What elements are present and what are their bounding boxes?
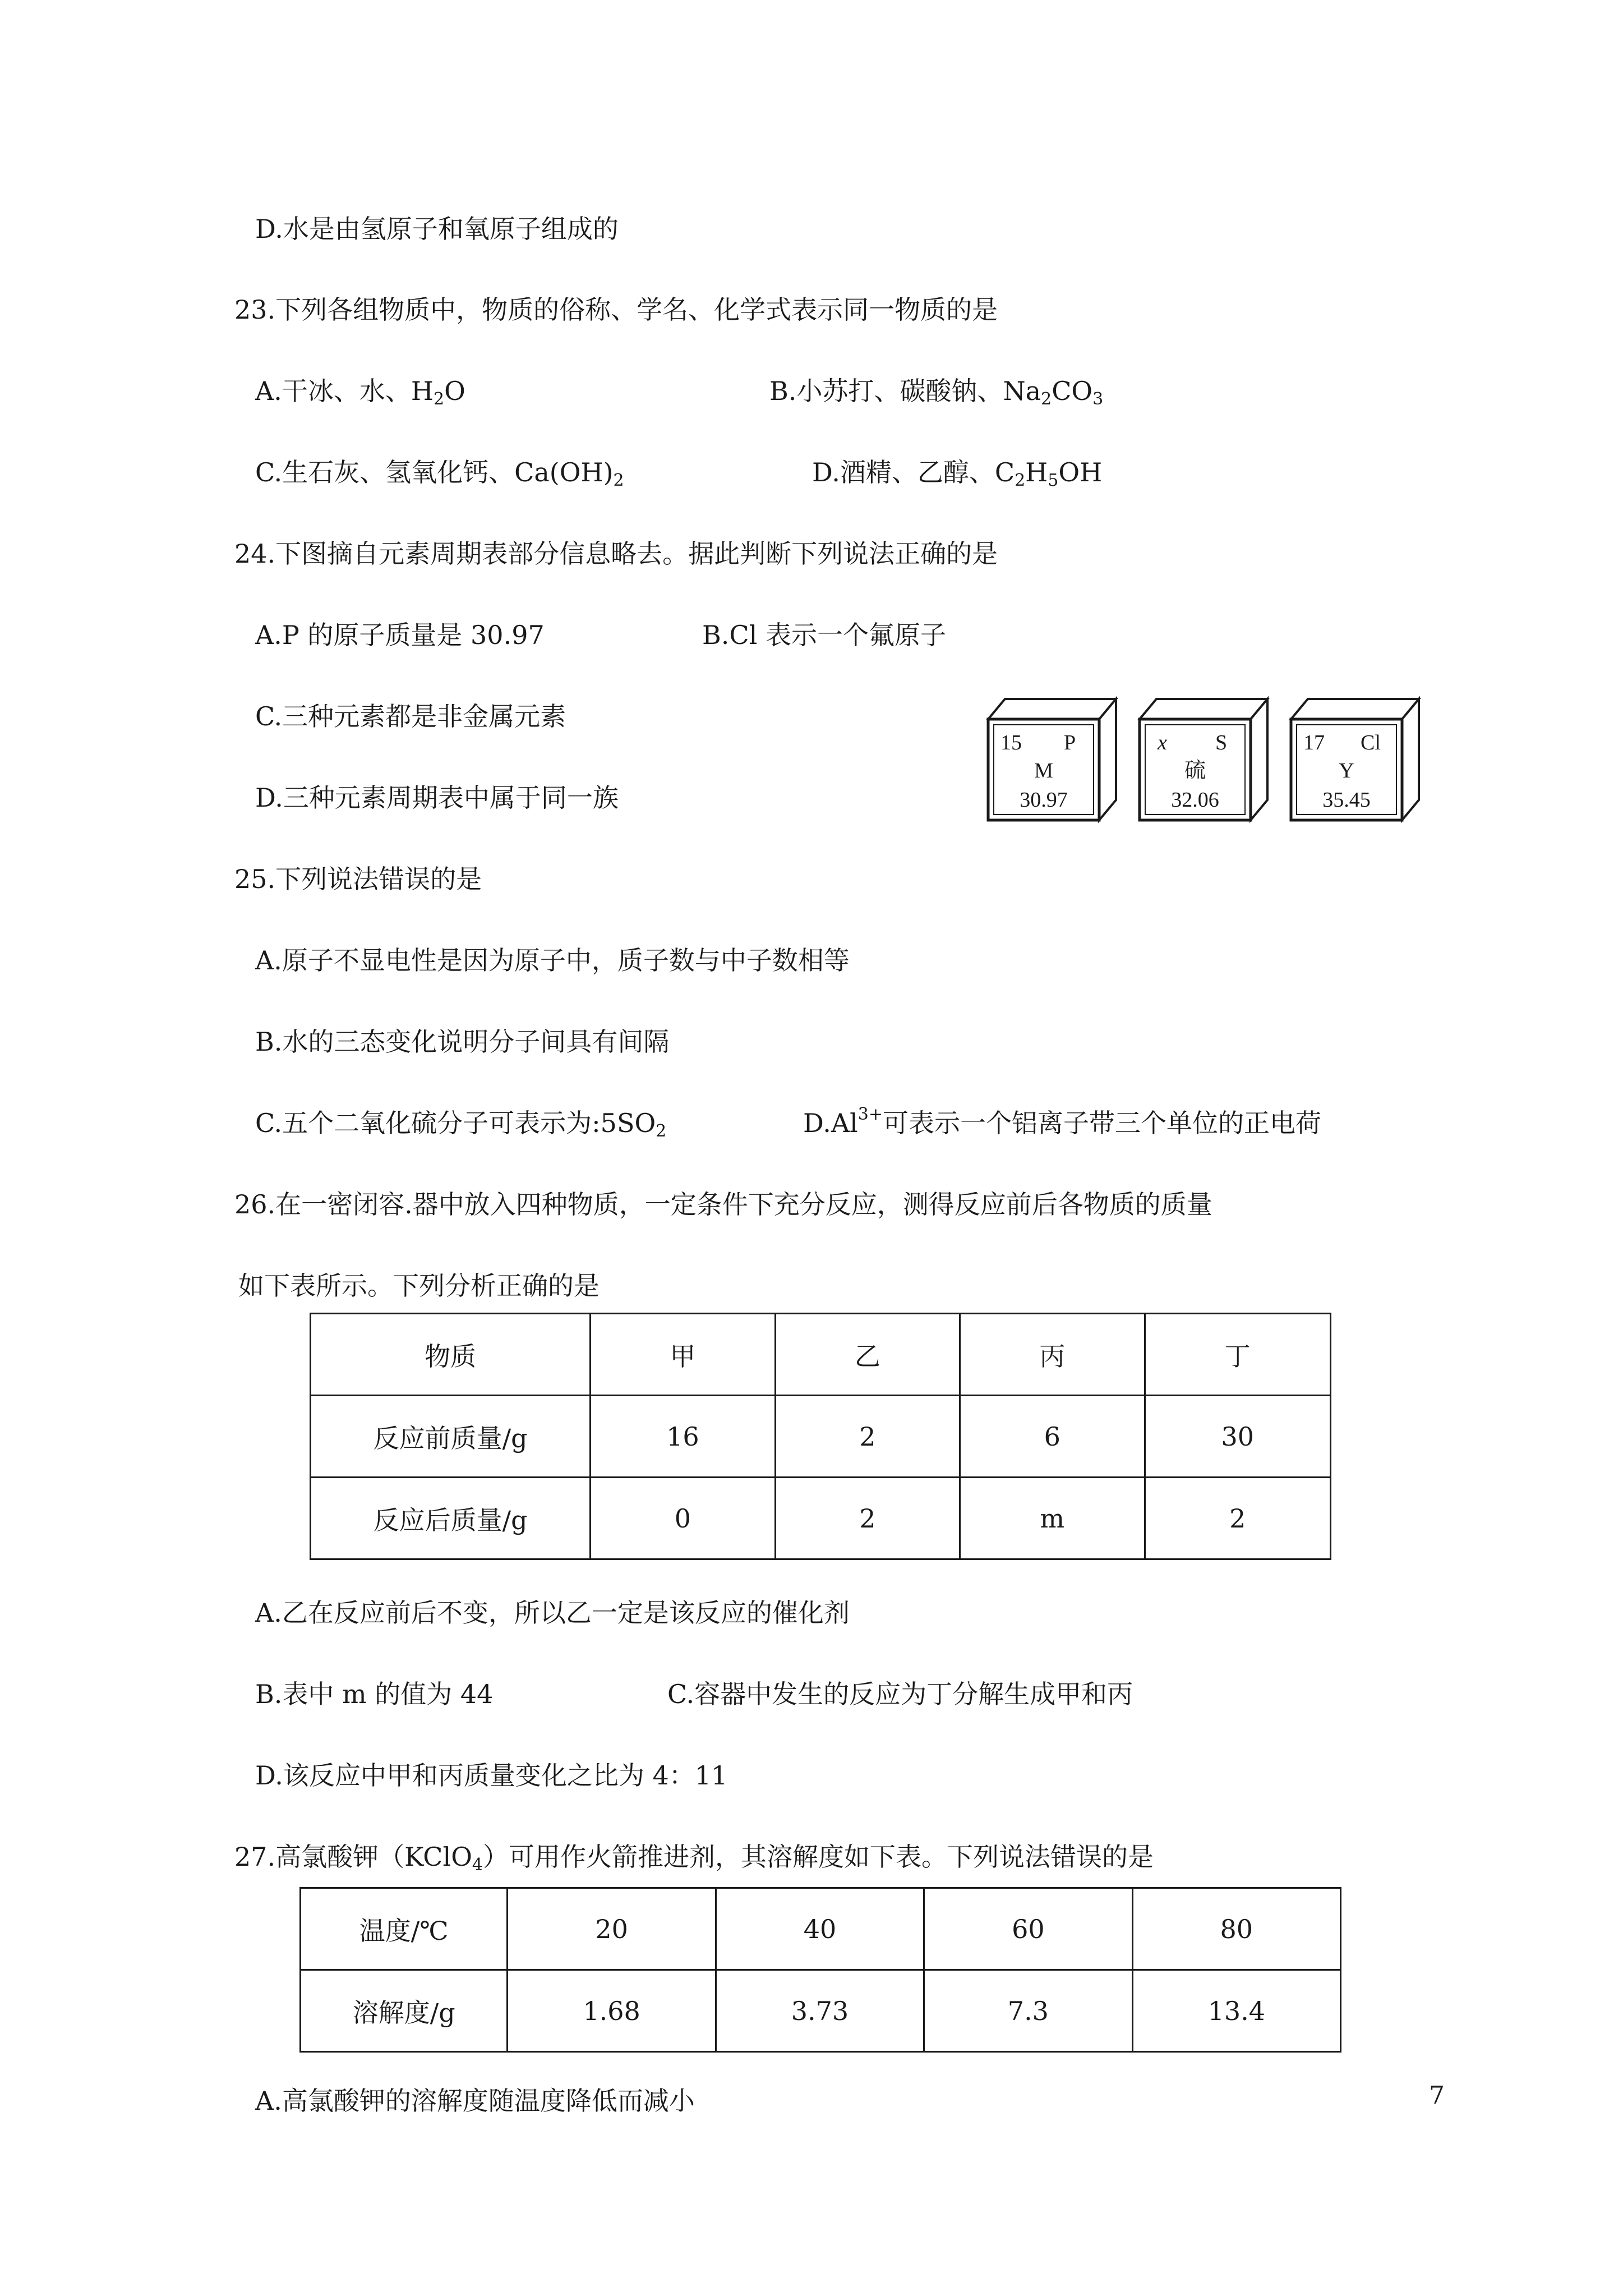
table-cell: 16 — [591, 1396, 775, 1478]
q26-option-b: B.表中 m 的值为 44 — [255, 1679, 494, 1709]
table-cell: 乙 — [775, 1314, 960, 1396]
table-cell: 2 — [775, 1396, 960, 1478]
table-cell: 甲 — [591, 1314, 775, 1396]
element-s-symbol: S — [1215, 731, 1228, 754]
q23-option-b: B.小苏打、碳酸钠、$Na_2CO_3$ — [769, 376, 1104, 409]
element-cl-number: 17 — [1303, 731, 1325, 754]
table-cell: 2 — [1145, 1478, 1330, 1559]
table-cell: 1.68 — [508, 1970, 716, 2052]
q24-option-a: A.P 的原子质量是 30.97 — [255, 620, 545, 650]
q26-stem-line2: 如下表所示。下列分析正确的是 — [238, 1271, 600, 1301]
table-cell: 40 — [716, 1888, 924, 1970]
q24-stem: 24.下图摘自元素周期表部分信息略去。据此判断下列说法正确的是 — [234, 539, 998, 569]
table-cell: 温度/℃ — [301, 1888, 508, 1970]
table-cell: 13.4 — [1132, 1970, 1340, 2052]
element-cube-p — [983, 691, 1123, 826]
element-cube-s — [1134, 691, 1274, 826]
q25-stem: 25.下列说法错误的是 — [234, 864, 482, 894]
table-cell: 2 — [775, 1478, 960, 1559]
q25-option-d: $D.Al^{3+}$可表示一个铝离子带三个单位的正电荷 — [803, 1105, 1322, 1138]
table-row — [311, 1478, 1331, 1559]
table-cell: 20 — [508, 1888, 716, 1970]
element-p-mass: 30.97 — [1020, 788, 1068, 812]
table-cell: 60 — [924, 1888, 1132, 1970]
q23-option-d: D.酒精、乙醇、$C_2H_5OH$ — [812, 457, 1103, 490]
q22-option-d: D.水是由氢原子和氧原子组成的 — [255, 214, 619, 244]
element-p-symbol: P — [1064, 731, 1076, 754]
element-s-number: x — [1158, 731, 1167, 754]
page-number: 7 — [1429, 2081, 1445, 2110]
q24-option-d: D.三种元素周期表中属于同一族 — [255, 783, 619, 813]
table-cell: 丙 — [960, 1314, 1145, 1396]
table-cell: 6 — [960, 1396, 1145, 1478]
table-row — [301, 1970, 1341, 2052]
q23-stem: 23.下列各组物质中，物质的俗称、学名、化学式表示同一物质的是 — [234, 295, 998, 325]
q25-option-c: C.五个二氧化硫分子可表示为$:5SO_2$ — [255, 1108, 667, 1141]
table-cell: 0 — [591, 1478, 775, 1559]
element-p-name: M — [1034, 759, 1053, 783]
q23-option-a: A.干冰、水、$H_2O$ — [255, 376, 465, 409]
table-cell: 80 — [1132, 1888, 1340, 1970]
element-s-name: 硫 — [1184, 759, 1206, 783]
table-cell: 30 — [1145, 1396, 1330, 1478]
table-row — [301, 1888, 1341, 1970]
q24-option-b: B.Cl 表示一个氟原子 — [702, 620, 946, 650]
table-cell: 物质 — [311, 1314, 591, 1396]
q24-option-c: C.三种元素都是非金属元素 — [255, 701, 566, 731]
element-cl-mass: 35.45 — [1322, 788, 1371, 812]
table-cell: 丁 — [1145, 1314, 1330, 1396]
q27-stem: 27.高氯酸钾（KClO$_4$）可用作火箭推进剂，其溶解度如下表。下列说法错误的是 — [234, 1842, 1154, 1875]
table-cell: 3.73 — [716, 1970, 924, 2052]
q25-option-b: B.水的三态变化说明分子间具有间隔 — [255, 1027, 670, 1057]
table-cell: 反应后质量/g — [311, 1478, 591, 1559]
q25-option-a: A.原子不显电性是因为原子中，质子数与中子数相等 — [255, 945, 850, 976]
q27-solubility-table — [299, 1887, 1341, 2053]
table-row — [311, 1396, 1331, 1478]
q26-stem-line1: 26.在一密闭容.器中放入四种物质，一定条件下充分反应，测得反应前后各物质的质量 — [234, 1189, 1212, 1220]
table-cell: 7.3 — [924, 1970, 1132, 2052]
table-cell: 反应前质量/g — [311, 1396, 591, 1478]
table-row — [311, 1314, 1331, 1396]
table-cell: 溶解度/g — [301, 1970, 508, 2052]
q26-option-d: D.该反应中甲和丙质量变化之比为 4：11 — [255, 1760, 728, 1791]
table-cell: m — [960, 1478, 1145, 1559]
element-cube-cl — [1285, 691, 1426, 826]
q27-option-a: A.高氯酸钾的溶解度随温度降低而减小 — [255, 2086, 695, 2116]
q26-option-a: A.乙在反应前后不变，所以乙一定是该反应的催化剂 — [255, 1598, 850, 1628]
q26-option-c: C.容器中发生的反应为丁分解生成甲和丙 — [667, 1679, 1133, 1709]
q26-mass-table — [310, 1313, 1331, 1560]
element-p-number: 15 — [1000, 731, 1022, 754]
element-cl-name: Y — [1339, 759, 1354, 783]
element-cl-symbol: Cl — [1361, 731, 1381, 754]
element-s-mass: 32.06 — [1171, 788, 1219, 812]
q23-option-c: C.生石灰、氢氧化钙、$Ca(OH)_2$ — [255, 457, 624, 490]
